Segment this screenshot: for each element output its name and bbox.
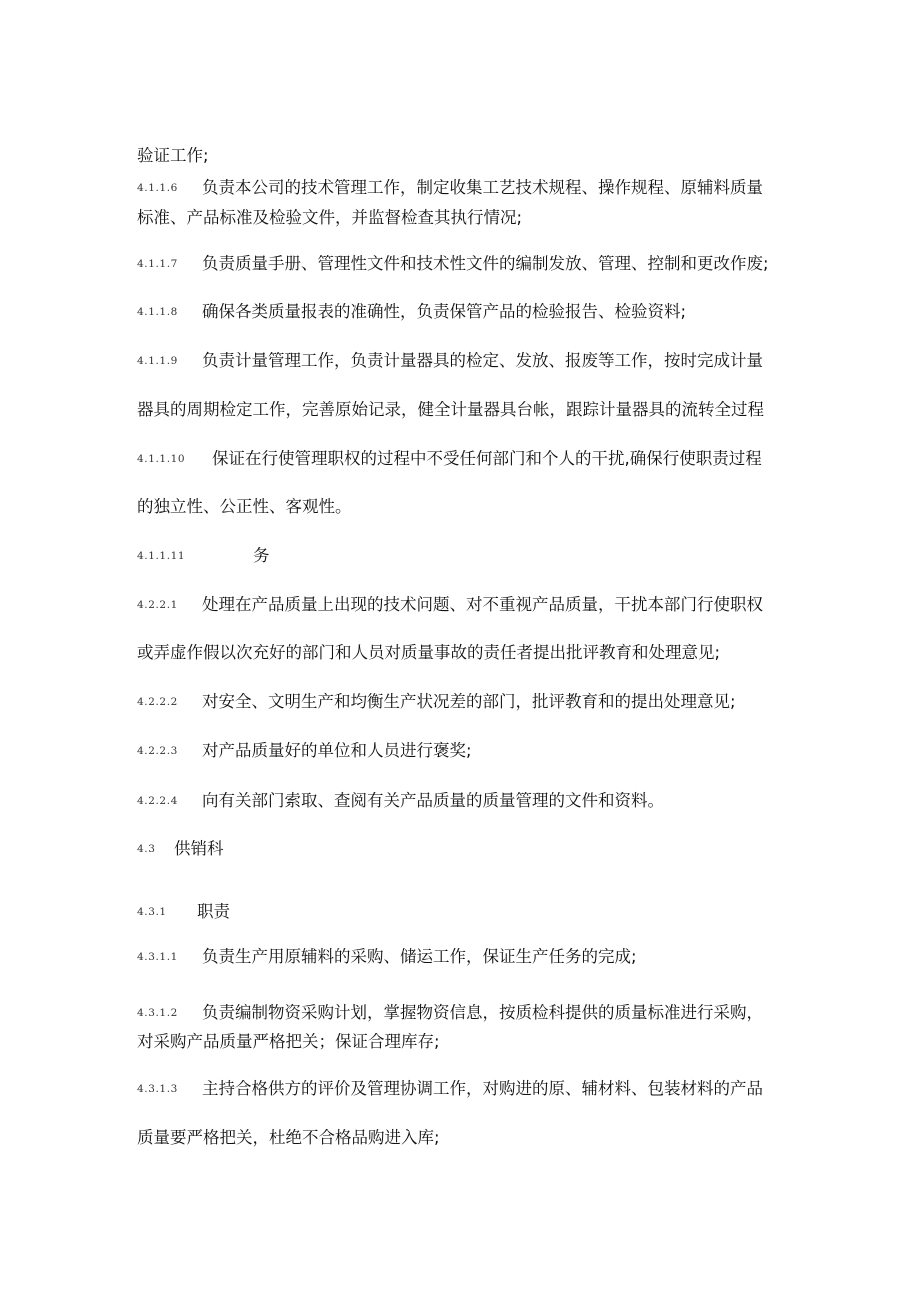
numbered-item-line xyxy=(137,691,797,713)
line-text: 对产品质量好的单位和人员进行褒奖; xyxy=(202,741,472,760)
line-text: 负责编制物资采购计划，掌握物资信息，按质检科提供的质量标准进行采购， xyxy=(202,1003,763,1022)
item-number: 4.3.1.1 xyxy=(137,951,178,963)
item-number: 4.2.2.4 xyxy=(137,795,178,807)
line-text: 负责质量手册、管理性文件和技术性文件的编制发放、管理、控制和更改作废; xyxy=(202,254,769,273)
line-text: 确保各类质量报表的准确性，负责保管产品的检验报告、检验资料; xyxy=(202,302,687,321)
item-number: 4.1.1.8 xyxy=(137,306,178,318)
numbered-item-line xyxy=(137,177,797,199)
item-number: 4.2.2.1 xyxy=(137,599,178,611)
text-line xyxy=(137,1031,797,1053)
line-text: 质量要严格把关，杜绝不合格品购进入库; xyxy=(137,1128,440,1147)
item-number: 4.3.1.2 xyxy=(137,1007,178,1019)
line-text: 主持合格供方的评价及管理协调工作，对购进的原、辅材料、包装材料的产品 xyxy=(202,1079,763,1098)
numbered-item-line xyxy=(137,1002,797,1024)
item-number: 4.2.2.2 xyxy=(137,696,178,708)
line-text: 或弄虚作假以次充好的部门和人员对质量事故的责任者提出批评教育和处理意见; xyxy=(137,643,721,662)
text-line xyxy=(137,642,797,664)
line-text: 负责本公司的技术管理工作，制定收集工艺技术规程、操作规程、原辅料质量 xyxy=(202,178,763,197)
line-text: 对安全、文明生产和均衡生产状况差的部门，批评教育和的提出处理意见; xyxy=(202,692,736,711)
line-text: 务 xyxy=(253,546,270,565)
numbered-item-line xyxy=(137,545,797,567)
line-text: 器具的周期检定工作，完善原始记录，健全计量器具台帐，跟踪计量器具的流转全过程 xyxy=(137,400,764,419)
numbered-item-line xyxy=(137,301,797,323)
item-number: 4.1.1.11 xyxy=(137,550,186,562)
section-heading xyxy=(137,838,797,860)
numbered-item-line xyxy=(137,790,797,812)
line-text: 负责生产用原辅料的采购、储运工作，保证生产任务的完成; xyxy=(202,947,637,966)
text-line xyxy=(137,1127,797,1149)
line-text: 处理在产品质量上出现的技术问题、对不重视产品质量，干扰本部门行使职权 xyxy=(202,595,763,614)
section-title: 供销科 xyxy=(174,839,224,858)
item-number: 4.1.1.10 xyxy=(137,453,186,465)
item-number: 4.1.1.7 xyxy=(137,258,178,270)
numbered-item-line xyxy=(137,448,797,470)
line-text: 对采购产品质量严格把关；保证合理库存; xyxy=(137,1032,440,1051)
section-number: 4.3 xyxy=(137,843,156,855)
line-text: 向有关部门索取、查阅有关产品质量的质量管理的文件和资料。 xyxy=(202,791,664,810)
item-number: 4.2.2.3 xyxy=(137,745,178,757)
numbered-item-line xyxy=(137,946,797,968)
text-line xyxy=(137,207,797,229)
line-text: 保证在行使管理职权的过程中不受任何部门和个人的干扰,确保行使职责过程 xyxy=(212,449,762,468)
numbered-item-line xyxy=(137,1078,797,1100)
item-number: 4.1.1.9 xyxy=(137,355,178,367)
subsection-heading xyxy=(137,901,797,923)
line-text: 负责计量管理工作，负责计量器具的检定、发放、报废等工作，按时完成计量 xyxy=(202,351,763,370)
section-number: 4.3.1 xyxy=(137,906,167,918)
numbered-item-line xyxy=(137,594,797,616)
item-number: 4.1.1.6 xyxy=(137,182,178,194)
numbered-item-line xyxy=(137,350,797,372)
text-line xyxy=(137,399,797,421)
line-text: 标准、产品标准及检验文件，并监督检查其执行情况; xyxy=(137,208,523,227)
line-text: 验证工作; xyxy=(137,146,209,165)
section-title: 职责 xyxy=(197,902,230,921)
line-text: 的独立性、公正性、客观性。 xyxy=(137,497,352,516)
numbered-item-line xyxy=(137,253,797,275)
item-number: 4.3.1.3 xyxy=(137,1083,178,1095)
text-line xyxy=(137,145,797,167)
numbered-item-line xyxy=(137,740,797,762)
text-line xyxy=(137,496,797,518)
